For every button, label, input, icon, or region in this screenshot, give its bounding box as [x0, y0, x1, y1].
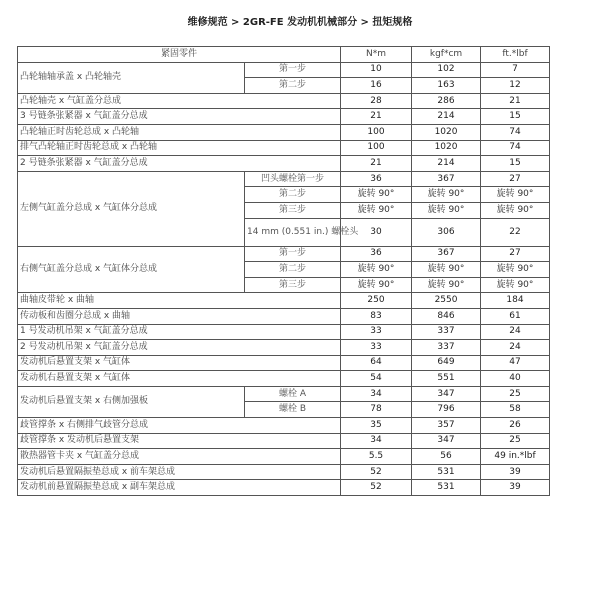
part-name-cell: 排气凸轮轴正时齿轮总成 x 凸轮轴 — [18, 140, 341, 156]
step-cell: 第一步 — [245, 62, 341, 78]
table-row — [18, 355, 550, 371]
value-kgfcm-cell: 531 — [412, 464, 481, 480]
value-nm-cell: 旋转 90° — [341, 187, 412, 203]
value-ftlbf-cell: 40 — [481, 371, 550, 387]
value-kgfcm-cell: 337 — [412, 324, 481, 340]
table-row — [18, 386, 550, 402]
value-ftlbf-cell: 184 — [481, 293, 550, 309]
step-cell: 14 mm (0.551 in.) 螺栓头 — [245, 218, 341, 246]
step-cell: 凹头螺栓第一步 — [245, 171, 341, 187]
part-name-cell: 散热器管卡夹 x 气缸盖分总成 — [18, 449, 341, 465]
value-nm-cell: 52 — [341, 464, 412, 480]
part-name-cell: 发动机后悬置支架 x 右侧加强板 — [18, 386, 245, 417]
value-kgfcm-cell: 367 — [412, 171, 481, 187]
value-nm-cell: 250 — [341, 293, 412, 309]
value-ftlbf-cell: 25 — [481, 386, 550, 402]
part-name-cell: 发动机后悬置隔振垫总成 x 前车架总成 — [18, 464, 341, 480]
value-ftlbf-cell: 27 — [481, 246, 550, 262]
value-kgfcm-cell: 347 — [412, 433, 481, 449]
part-name-cell: 2 号发动机吊架 x 气缸盖分总成 — [18, 340, 341, 356]
torque-spec-table — [17, 46, 550, 496]
value-nm-cell: 旋转 90° — [341, 277, 412, 293]
table-row — [18, 124, 550, 140]
value-ftlbf-cell: 25 — [481, 433, 550, 449]
part-name-cell: 发动机后悬置支架 x 气缸体 — [18, 355, 341, 371]
table-row — [18, 464, 550, 480]
table-header-row — [18, 47, 550, 63]
value-kgfcm-cell: 796 — [412, 402, 481, 418]
value-nm-cell: 64 — [341, 355, 412, 371]
value-kgfcm-cell: 649 — [412, 355, 481, 371]
value-kgfcm-cell: 357 — [412, 418, 481, 434]
value-nm-cell: 21 — [341, 156, 412, 172]
value-nm-cell: 5.5 — [341, 449, 412, 465]
value-ftlbf-cell: 61 — [481, 308, 550, 324]
value-nm-cell: 78 — [341, 402, 412, 418]
table-row — [18, 109, 550, 125]
part-name-cell: 2 号链条张紧器 x 气缸盖分总成 — [18, 156, 341, 172]
value-ftlbf-cell: 24 — [481, 324, 550, 340]
value-ftlbf-cell: 旋转 90° — [481, 277, 550, 293]
value-ftlbf-cell: 47 — [481, 355, 550, 371]
value-kgfcm-cell: 347 — [412, 386, 481, 402]
table-row — [18, 293, 550, 309]
step-cell: 第二步 — [245, 262, 341, 278]
value-nm-cell: 30 — [341, 218, 412, 246]
part-name-cell: 发动机右悬置支架 x 气缸体 — [18, 371, 341, 387]
table-row — [18, 371, 550, 387]
table-row — [18, 433, 550, 449]
value-nm-cell: 54 — [341, 371, 412, 387]
table-row — [18, 418, 550, 434]
value-ftlbf-cell: 39 — [481, 480, 550, 496]
value-nm-cell: 36 — [341, 246, 412, 262]
value-ftlbf-cell: 旋转 90° — [481, 202, 550, 218]
value-kgfcm-cell: 337 — [412, 340, 481, 356]
page-title: 维修规范 > 2GR-FE 发动机机械部分 > 扭矩规格 — [187, 17, 413, 28]
value-ftlbf-cell: 21 — [481, 93, 550, 109]
step-cell: 第一步 — [245, 246, 341, 262]
table-row — [18, 93, 550, 109]
value-ftlbf-cell: 74 — [481, 124, 550, 140]
part-name-cell: 歧管撑条 x 发动机后悬置支架 — [18, 433, 341, 449]
value-nm-cell: 100 — [341, 140, 412, 156]
table-row — [18, 62, 550, 78]
value-nm-cell: 21 — [341, 109, 412, 125]
step-cell: 螺栓 B — [245, 402, 341, 418]
value-kgfcm-cell: 163 — [412, 78, 481, 94]
table-row — [18, 449, 550, 465]
value-nm-cell: 34 — [341, 386, 412, 402]
value-kgfcm-cell: 306 — [412, 218, 481, 246]
value-ftlbf-cell: 27 — [481, 171, 550, 187]
value-ftlbf-cell: 15 — [481, 109, 550, 125]
table-row — [18, 156, 550, 172]
value-nm-cell: 16 — [341, 78, 412, 94]
value-nm-cell: 旋转 90° — [341, 202, 412, 218]
column-header-kgfcm: kgf*cm — [412, 47, 481, 63]
value-nm-cell: 33 — [341, 324, 412, 340]
step-cell: 第三步 — [245, 277, 341, 293]
table-body — [18, 47, 550, 496]
value-ftlbf-cell: 12 — [481, 78, 550, 94]
value-kgfcm-cell: 旋转 90° — [412, 202, 481, 218]
value-nm-cell: 33 — [341, 340, 412, 356]
value-kgfcm-cell: 旋转 90° — [412, 277, 481, 293]
part-name-cell: 凸轮轴正时齿轮总成 x 凸轮轴 — [18, 124, 341, 140]
value-nm-cell: 36 — [341, 171, 412, 187]
value-ftlbf-cell: 22 — [481, 218, 550, 246]
table-row — [18, 140, 550, 156]
value-ftlbf-cell: 39 — [481, 464, 550, 480]
value-nm-cell: 34 — [341, 433, 412, 449]
column-header-nm: N*m — [341, 47, 412, 63]
table-row — [18, 246, 550, 262]
part-name-cell: 曲轴皮带轮 x 曲轴 — [18, 293, 341, 309]
value-kgfcm-cell: 56 — [412, 449, 481, 465]
step-cell: 螺栓 A — [245, 386, 341, 402]
column-header-ftlbf: ft.*lbf — [481, 47, 550, 63]
value-ftlbf-cell: 15 — [481, 156, 550, 172]
value-nm-cell: 35 — [341, 418, 412, 434]
value-ftlbf-cell: 旋转 90° — [481, 262, 550, 278]
step-cell: 第二步 — [245, 187, 341, 203]
value-nm-cell: 52 — [341, 480, 412, 496]
value-kgfcm-cell: 531 — [412, 480, 481, 496]
value-kgfcm-cell: 551 — [412, 371, 481, 387]
value-kgfcm-cell: 旋转 90° — [412, 262, 481, 278]
value-kgfcm-cell: 1020 — [412, 140, 481, 156]
value-kgfcm-cell: 102 — [412, 62, 481, 78]
part-name-cell: 发动机前悬置隔振垫总成 x 副车架总成 — [18, 480, 341, 496]
value-nm-cell: 83 — [341, 308, 412, 324]
value-kgfcm-cell: 2550 — [412, 293, 481, 309]
value-kgfcm-cell: 1020 — [412, 124, 481, 140]
value-ftlbf-cell: 旋转 90° — [481, 187, 550, 203]
value-kgfcm-cell: 214 — [412, 156, 481, 172]
table-row — [18, 480, 550, 496]
part-name-cell: 左侧气缸盖分总成 x 气缸体分总成 — [18, 171, 245, 246]
value-kgfcm-cell: 214 — [412, 109, 481, 125]
table-row — [18, 308, 550, 324]
part-name-cell: 右侧气缸盖分总成 x 气缸体分总成 — [18, 246, 245, 293]
table-row — [18, 171, 550, 187]
part-name-cell: 3 号链条张紧器 x 气缸盖分总成 — [18, 109, 341, 125]
part-name-cell: 歧管撑条 x 右侧排气歧管分总成 — [18, 418, 341, 434]
part-name-cell: 传动板和齿圈分总成 x 曲轴 — [18, 308, 341, 324]
part-name-cell: 凸轮轴壳 x 气缸盖分总成 — [18, 93, 341, 109]
value-ftlbf-cell: 26 — [481, 418, 550, 434]
step-cell: 第三步 — [245, 202, 341, 218]
value-nm-cell: 10 — [341, 62, 412, 78]
column-header-part: 紧固零件 — [18, 47, 341, 63]
part-name-cell: 1 号发动机吊架 x 气缸盖分总成 — [18, 324, 341, 340]
step-cell: 第二步 — [245, 78, 341, 94]
value-nm-cell: 28 — [341, 93, 412, 109]
value-ftlbf-cell: 58 — [481, 402, 550, 418]
table-row — [18, 324, 550, 340]
table-row — [18, 340, 550, 356]
value-ftlbf-cell: 7 — [481, 62, 550, 78]
value-kgfcm-cell: 846 — [412, 308, 481, 324]
value-ftlbf-cell: 24 — [481, 340, 550, 356]
value-ftlbf-cell: 49 in.*lbf — [481, 449, 550, 465]
value-ftlbf-cell: 74 — [481, 140, 550, 156]
value-nm-cell: 100 — [341, 124, 412, 140]
value-kgfcm-cell: 旋转 90° — [412, 187, 481, 203]
value-nm-cell: 旋转 90° — [341, 262, 412, 278]
value-kgfcm-cell: 286 — [412, 93, 481, 109]
part-name-cell: 凸轮轴轴承盖 x 凸轮轴壳 — [18, 62, 245, 93]
value-kgfcm-cell: 367 — [412, 246, 481, 262]
